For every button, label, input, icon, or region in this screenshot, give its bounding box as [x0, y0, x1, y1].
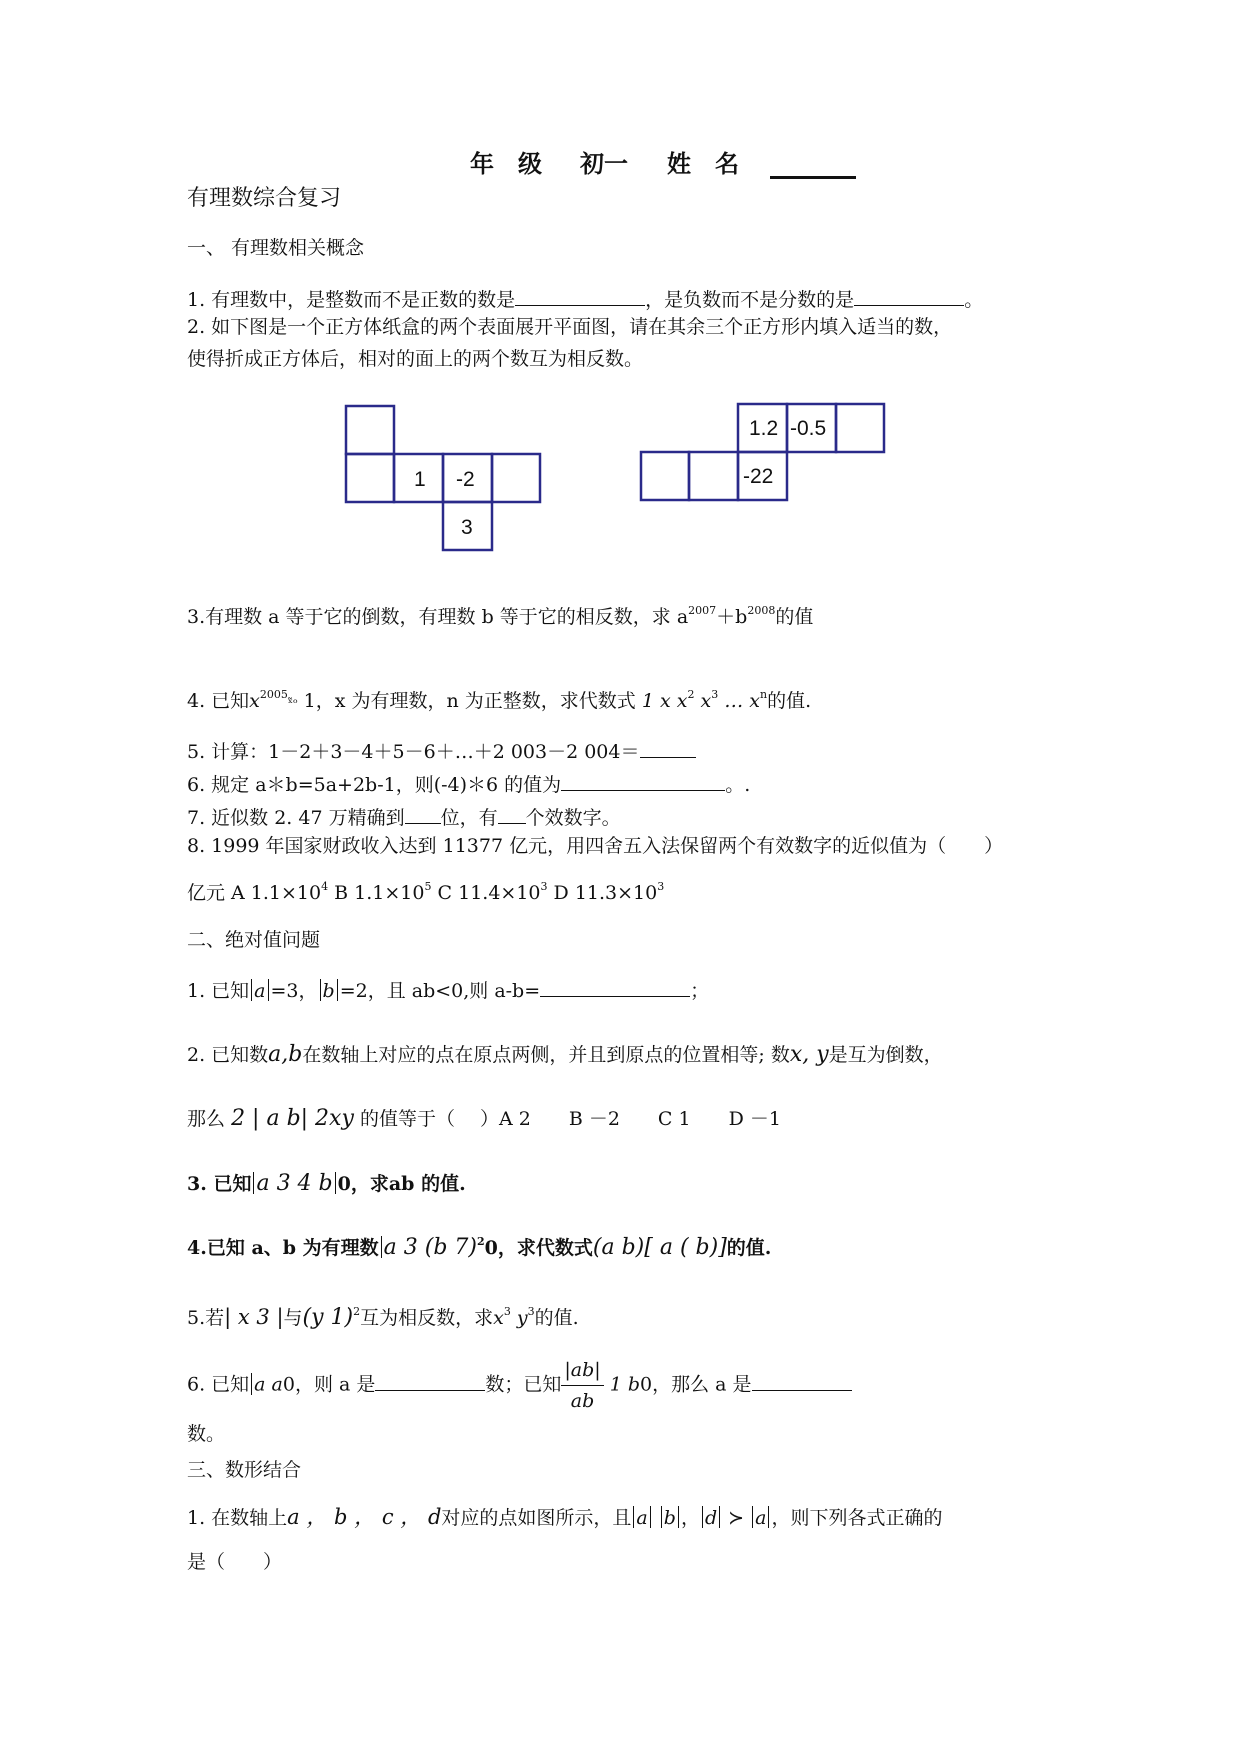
- s2-q1-blank[interactable]: [540, 977, 690, 997]
- s1-q2-line1: 2. 如下图是一个正方体纸盒的两个表面展开平面图，请在其余三个正方形内填入适当的数，: [187, 316, 953, 338]
- s1-q3: 3.有理数 a 等于它的倒数，有理数 b 等于它的相反数，求 $a^{2007}+b^{2008}$的值: [187, 604, 814, 628]
- s2-q1: 1. 已知 a =3， b =2，且 ab<0,则 a-b= ；: [187, 977, 709, 1001]
- s2-q4: 4.已知 a、b 为有理数 a 3 (b 7)$^2$0，求代数式(a b)[ a ( b)]的值.: [187, 1235, 772, 1260]
- s3-q1-line2: 是（ ）: [187, 1551, 283, 1573]
- s1-q5-blank[interactable]: [640, 738, 696, 758]
- net2-square-left1: [641, 452, 689, 500]
- s2-q3: 3. 已知 a 3 4 b 0，求ab 的值.: [187, 1171, 466, 1196]
- net2-square-right: [836, 404, 884, 452]
- s1-q5: 5. 计算：1－2＋3－4＋5－6＋…＋2 003－2 004＝: [187, 738, 696, 762]
- net1-square-top: [346, 406, 394, 454]
- s1-q4: 4. 已知$x^{2005}ˣ̃ᵒ$ 1，x 为有理数，n 为正整数，求代数式 1 x $x^2$ $x^3$ … $x^n$的值.: [187, 688, 812, 712]
- s1-q8-options: 亿元 A $1.1\times 10^4$ B $1.1\times 10^5$ C $11.4\times 10^3$ D $11.3\times 10^3$: [187, 880, 665, 904]
- s2-q2-line2: 那么 2 | a b| 2xy 的值等于（ ）A 2 B －2 C 1 D －1: [187, 1106, 781, 1131]
- s1-q7: 7. 近似数 2. 47 万精确到 位，有 个效数字。: [187, 804, 621, 828]
- section3-heading: 三、数形结合: [187, 1459, 302, 1481]
- net1-label-2: -2: [456, 468, 475, 491]
- s1-q7-blank1[interactable]: [405, 804, 441, 824]
- fraction-ab: $\frac{|ab|}{ab}$: [561, 1355, 603, 1416]
- net1-square-left: [346, 454, 394, 502]
- section2-heading: 二、绝对值问题: [187, 929, 321, 951]
- s2-q6-blank2[interactable]: [752, 1371, 852, 1391]
- s1-q7-blank2[interactable]: [498, 804, 526, 824]
- s3-q1: 1. 在数轴上a ， b ， c ， d对应的点如图所示，且 a b ， d ≻ a ，则下列各式正确的: [187, 1505, 943, 1529]
- net2-square-left2: [689, 452, 738, 500]
- s1-q6-blank[interactable]: [561, 771, 725, 791]
- s2-q6: 6. 已知 a a0，则 a 是 数；已知 $\frac{|ab|}{ab}$ 1 b0，那么 a 是: [187, 1355, 852, 1416]
- net1-label-1: 1: [414, 468, 426, 491]
- doc-title: 有理数综合复习: [187, 186, 342, 211]
- s2-q2-line1: 2. 已知数a,b在数轴上对应的点在原点两侧，并且到原点的位置相等; 数x, y是互为倒数，: [187, 1042, 943, 1067]
- net2-label-3: -22: [743, 465, 774, 488]
- net2-label-1: 1.2: [749, 417, 779, 440]
- s1-q2-line2: 使得折成正方体后，相对的面上的两个数互为相反数。: [187, 348, 644, 370]
- s2-q6-end: 数。: [187, 1423, 226, 1445]
- net1-square-right: [492, 454, 540, 502]
- header-name-label: 姓 名: [667, 150, 739, 178]
- net1-label-3: 3: [461, 516, 473, 539]
- header-grade-label: 年 级: [470, 150, 542, 178]
- section1-heading: 一、 有理数相关概念: [187, 237, 365, 259]
- header-grade-value: 初一: [580, 150, 628, 178]
- net2-label-2: -0.5: [790, 417, 827, 440]
- s1-q1: 1. 有理数中，是整数而不是正数的数是 ，是负数而不是分数的是 。: [187, 286, 983, 310]
- s1-q8: 8. 1999 年国家财政收入达到 11377 亿元，用四舍五入法保留两个有效数字的近似值为（ ）: [187, 835, 1004, 857]
- s1-q6: 6. 规定 a＊b=5a+2b-1，则(-4)＊6 的值为 。.: [187, 771, 750, 795]
- s2-q6-blank1[interactable]: [375, 1371, 485, 1391]
- s2-q5: 5.若| x 3 |与(y 1)$^2$互为相反数，求$x^3$ $y^3$的值.: [187, 1305, 579, 1330]
- cube-nets: [0, 0, 1241, 600]
